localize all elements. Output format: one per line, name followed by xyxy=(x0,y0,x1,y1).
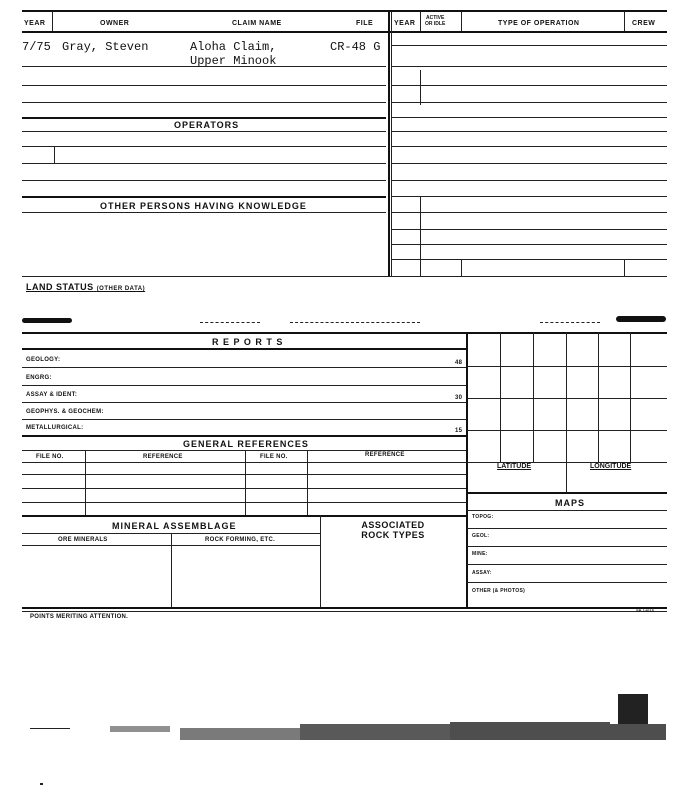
scan-noise xyxy=(610,724,666,740)
gen-ref-header-file-no-1: FILE NO. xyxy=(36,454,64,460)
gen-ref-heading: GENERAL REFERENCES xyxy=(183,439,309,449)
longitude-label: LONGITUDE xyxy=(590,463,632,470)
or-idle-label: OR IDLE xyxy=(425,21,446,27)
center-divider-inner xyxy=(391,12,392,276)
gen-ref-row-rule xyxy=(22,502,466,503)
col-header-year: YEAR xyxy=(24,20,46,27)
entry-claim-line-1: Aloha Claim, xyxy=(190,40,277,54)
row-rule xyxy=(22,85,386,86)
scan-noise-block xyxy=(618,694,648,724)
scan-smudge xyxy=(616,316,666,322)
report-num-geology: 48 xyxy=(455,360,463,366)
land-status-sublabel: (OTHER DATA) xyxy=(96,286,146,292)
gen-ref-row-rule xyxy=(22,488,466,489)
right-row-rule xyxy=(392,146,667,147)
maps-row-rule xyxy=(467,564,667,565)
entry-owner: Gray, Steven xyxy=(62,40,149,54)
report-label-metallurgical: METALLURGICAL: xyxy=(26,425,84,431)
right-row-rule xyxy=(392,102,667,103)
scan-noise xyxy=(30,728,70,729)
scan-dot xyxy=(40,783,43,785)
report-label-engrg: ENGRG: xyxy=(26,375,52,381)
header-sep xyxy=(624,12,625,31)
mineral-col-sep xyxy=(171,533,172,607)
row-rule xyxy=(22,212,386,213)
maps-row-rule xyxy=(467,582,667,583)
col-header-crew: CREW xyxy=(632,20,656,27)
right-row-rule xyxy=(392,131,667,132)
operators-top-rule xyxy=(22,117,386,119)
reports-top-rule xyxy=(22,332,667,334)
gen-ref-header-rule xyxy=(22,450,466,451)
report-row-rule xyxy=(22,385,466,386)
scan-noise xyxy=(450,722,610,740)
report-row-rule xyxy=(22,367,466,368)
grid-row xyxy=(467,366,667,367)
associated-label: ASSOCIATED xyxy=(361,520,425,530)
maps-geol: GEOL: xyxy=(472,533,490,539)
lat-long-sep xyxy=(566,462,567,492)
right-col-sep xyxy=(420,196,421,276)
header-sep xyxy=(461,12,462,31)
right-row-rule xyxy=(392,244,667,245)
mineral-top-rule xyxy=(22,515,466,517)
land-status-heading xyxy=(26,282,145,292)
active-label: ACTIVE xyxy=(425,15,445,21)
report-row-rule xyxy=(22,419,466,420)
center-divider xyxy=(388,12,390,276)
right-row-rule xyxy=(392,163,667,164)
entry-file: CR-48 G xyxy=(330,40,381,54)
right-col-sep xyxy=(624,259,625,276)
grid-col xyxy=(533,332,534,462)
gen-ref-col-sep xyxy=(307,450,308,515)
reports-right-border xyxy=(466,332,468,607)
form-number: SP-14015 xyxy=(636,608,654,613)
right-col-sep xyxy=(420,70,421,105)
scan-noise xyxy=(300,724,450,740)
right-row-rule xyxy=(392,180,667,181)
right-row-rule xyxy=(392,117,667,118)
rock-forming-header: ROCK FORMING, ETC. xyxy=(205,537,276,543)
header-bottom-rule xyxy=(22,31,667,33)
right-col-sep xyxy=(461,259,462,276)
grid-row xyxy=(467,430,667,431)
faint-rule xyxy=(200,322,260,323)
row-rule xyxy=(22,131,386,132)
maps-row-rule xyxy=(467,546,667,547)
gen-ref-header-reference-1: REFERENCE xyxy=(143,454,183,460)
report-label-assay: ASSAY & IDENT: xyxy=(26,392,78,398)
ore-minerals-header: ORE MINERALS xyxy=(58,537,108,543)
right-row-rule xyxy=(392,45,667,46)
row-rule xyxy=(22,146,386,147)
row-rule xyxy=(22,180,386,181)
right-row-rule xyxy=(392,66,667,67)
header-sep xyxy=(420,12,421,31)
reports-header-rule xyxy=(22,348,466,350)
reports-bottom-rule-2 xyxy=(22,611,667,612)
reports-bottom-rule xyxy=(22,607,667,609)
grid-col xyxy=(500,332,501,462)
points-meriting-attention: POINTS MERITING ATTENTION. xyxy=(30,614,129,620)
report-label-geophys: GEOPHYS. & GEOCHEM: xyxy=(26,409,104,415)
faint-rule xyxy=(290,322,420,323)
grid-row xyxy=(467,398,667,399)
maps-topog: TOPOG: xyxy=(472,514,494,520)
scan-smudge xyxy=(22,318,72,323)
grid-col xyxy=(630,332,631,462)
row-sep xyxy=(54,146,55,164)
latitude-label: LATITUDE xyxy=(497,463,532,470)
header-top-rule xyxy=(22,10,667,12)
scan-noise xyxy=(180,728,300,740)
right-row-rule xyxy=(392,85,667,86)
right-row-rule xyxy=(392,196,667,197)
mineral-assemblage-heading: MINERAL ASSEMBLAGE xyxy=(112,521,237,531)
maps-heading: MAPS xyxy=(555,498,586,508)
maps-assay: ASSAY: xyxy=(472,570,492,576)
gen-ref-row-rule xyxy=(22,474,466,475)
reports-heading: R E P O R T S xyxy=(212,337,284,347)
header-sep xyxy=(52,12,53,31)
report-row-rule xyxy=(22,402,466,403)
maps-top-rule xyxy=(467,492,667,494)
rock-types-label: ROCK TYPES xyxy=(361,530,425,540)
associated-rock-types-heading xyxy=(358,520,428,540)
right-row-rule xyxy=(392,229,667,230)
gen-ref-header-file-no-2: FILE NO. xyxy=(260,454,288,460)
row-rule xyxy=(22,102,386,103)
col-header-active-idle xyxy=(425,15,445,27)
row-rule xyxy=(22,163,386,164)
maps-row-rule xyxy=(467,528,667,529)
right-row-rule xyxy=(392,212,667,213)
report-num-assay: 30 xyxy=(455,395,463,401)
other-persons-heading: OTHER PERSONS HAVING KNOWLEDGE xyxy=(100,201,307,211)
grid-col xyxy=(566,332,567,462)
upper-block-bottom-rule xyxy=(22,276,667,277)
gen-ref-top-rule xyxy=(22,435,466,437)
grid-col xyxy=(598,332,599,462)
scan-noise xyxy=(110,726,170,732)
entry-date: 7/75 xyxy=(22,40,51,54)
maps-mine: MINE: xyxy=(472,551,488,557)
col-header-owner: OWNER xyxy=(100,20,130,27)
faint-rule xyxy=(540,322,600,323)
col-header-file: FILE xyxy=(356,20,374,27)
right-row-rule xyxy=(392,259,667,260)
gen-ref-header-reference-2: REFERENCE xyxy=(365,452,405,458)
gen-ref-row-rule xyxy=(22,462,466,463)
report-label-geology: GEOLOGY: xyxy=(26,357,61,363)
col-header-claim-name: CLAIM NAME xyxy=(232,20,282,27)
other-persons-top-rule xyxy=(22,196,386,198)
maps-header-rule xyxy=(467,510,667,511)
col-header-type-of-operation: TYPE OF OPERATION xyxy=(498,20,580,27)
gen-ref-col-sep xyxy=(85,450,86,515)
report-num-metallurgical: 15 xyxy=(455,428,463,434)
gen-ref-col-sep xyxy=(245,450,246,515)
mineral-col-sep xyxy=(320,515,321,607)
row-rule xyxy=(22,66,386,67)
land-status-label: LAND STATUS xyxy=(26,282,94,292)
maps-other: OTHER (& PHOTOS) xyxy=(472,588,526,594)
col-header-year-2: YEAR xyxy=(394,20,416,27)
entry-claim-line-2: Upper Minook xyxy=(190,54,277,68)
operators-heading: OPERATORS xyxy=(174,120,240,130)
